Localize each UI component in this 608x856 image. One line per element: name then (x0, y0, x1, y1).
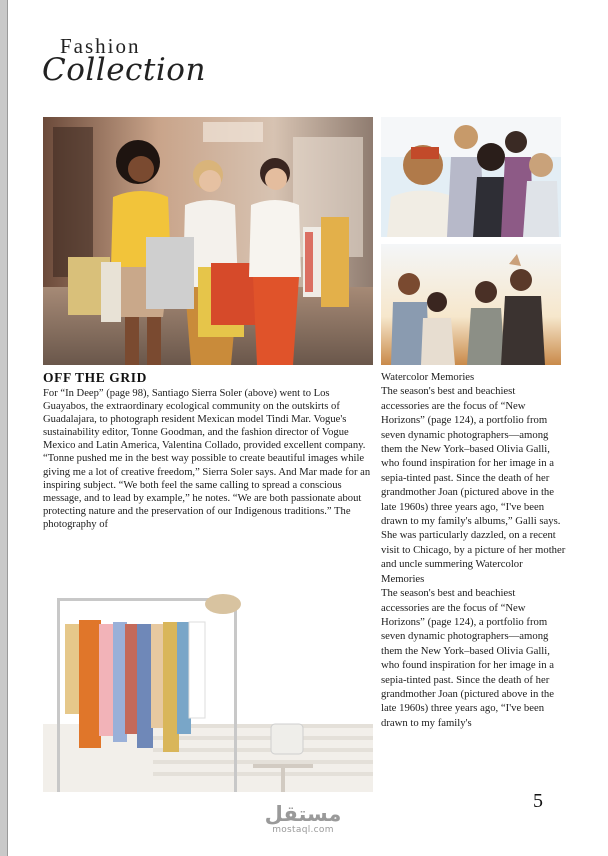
sidebar-subheading: Watercolor Memories (381, 371, 475, 383)
page-binding-line (7, 0, 8, 856)
brand-script-title: Collection (42, 52, 206, 88)
article-body-text: For “In Deep” (page 98), Santiago Sierra Soler (above) went to Los Guayabos, the extraordinary ecological community on the outskirts of Guadalajara, to photograph resident Mexican model Tindi Mar. Vogue's sustainability editor, Tonne Goodman, and the fashion director of Vogue Mexico and Latin America, Valentina Collado, provided excellent company. “Tonne pushed me in the best way possible to create beautiful images while giving me a lot of creative freedom,” Sierra Soler says. And Mar made for an inspiring subject. “We both feel the same calling to spread a conscious message, and to lead by example,” he notes. “We are both passionate about protecting nature and the preservation of our Indigenous traditions.” The photography of (43, 388, 371, 530)
sidebar-paragraph-2: The season's best and beachiest accessories are the focus of “New Horizons” (page 124), a portfolio from seven dynamic photographers—among them the New York–based Olivia Galli, who found inspiration for her image in a sepia-tinted past. Since the death of her grandmother Joan (pictured above in the late 1960s) three years ago, “I've been drawn to my family's (381, 587, 555, 729)
watermark-logo (261, 803, 345, 836)
article-heading: OFF THE GRID (43, 370, 147, 385)
watermark-arabic: مستقل (264, 802, 342, 826)
shopping-women-photo (43, 117, 373, 365)
page-number: 5 (533, 790, 543, 812)
sidebar-article (381, 370, 566, 730)
sidebar-paragraph-1: The season's best and beachiest accessories are the focus of “New Horizons” (page 124), a portfolio from seven dynamic photographers—among them the New York–based Olivia Galli, who found inspiration for her image in a sepia-tinted past. Since the death of her grandmother Joan (pictured above in the late 1960s) three years ago, “I've been drawn to my family's albums,” Galli says. She was particularly dazzled, on a recent visit to Chicago, by a picture of her mother and uncle summering Watercolor Memories (381, 385, 566, 585)
page-binding-edge (0, 0, 7, 856)
group-friends-photo (381, 117, 561, 237)
brand-title: Fashion (60, 34, 141, 58)
clothing-rack-photo (43, 574, 373, 792)
watermark-latin: mostaql.com (272, 825, 334, 835)
sunset-friends-photo (381, 244, 561, 365)
